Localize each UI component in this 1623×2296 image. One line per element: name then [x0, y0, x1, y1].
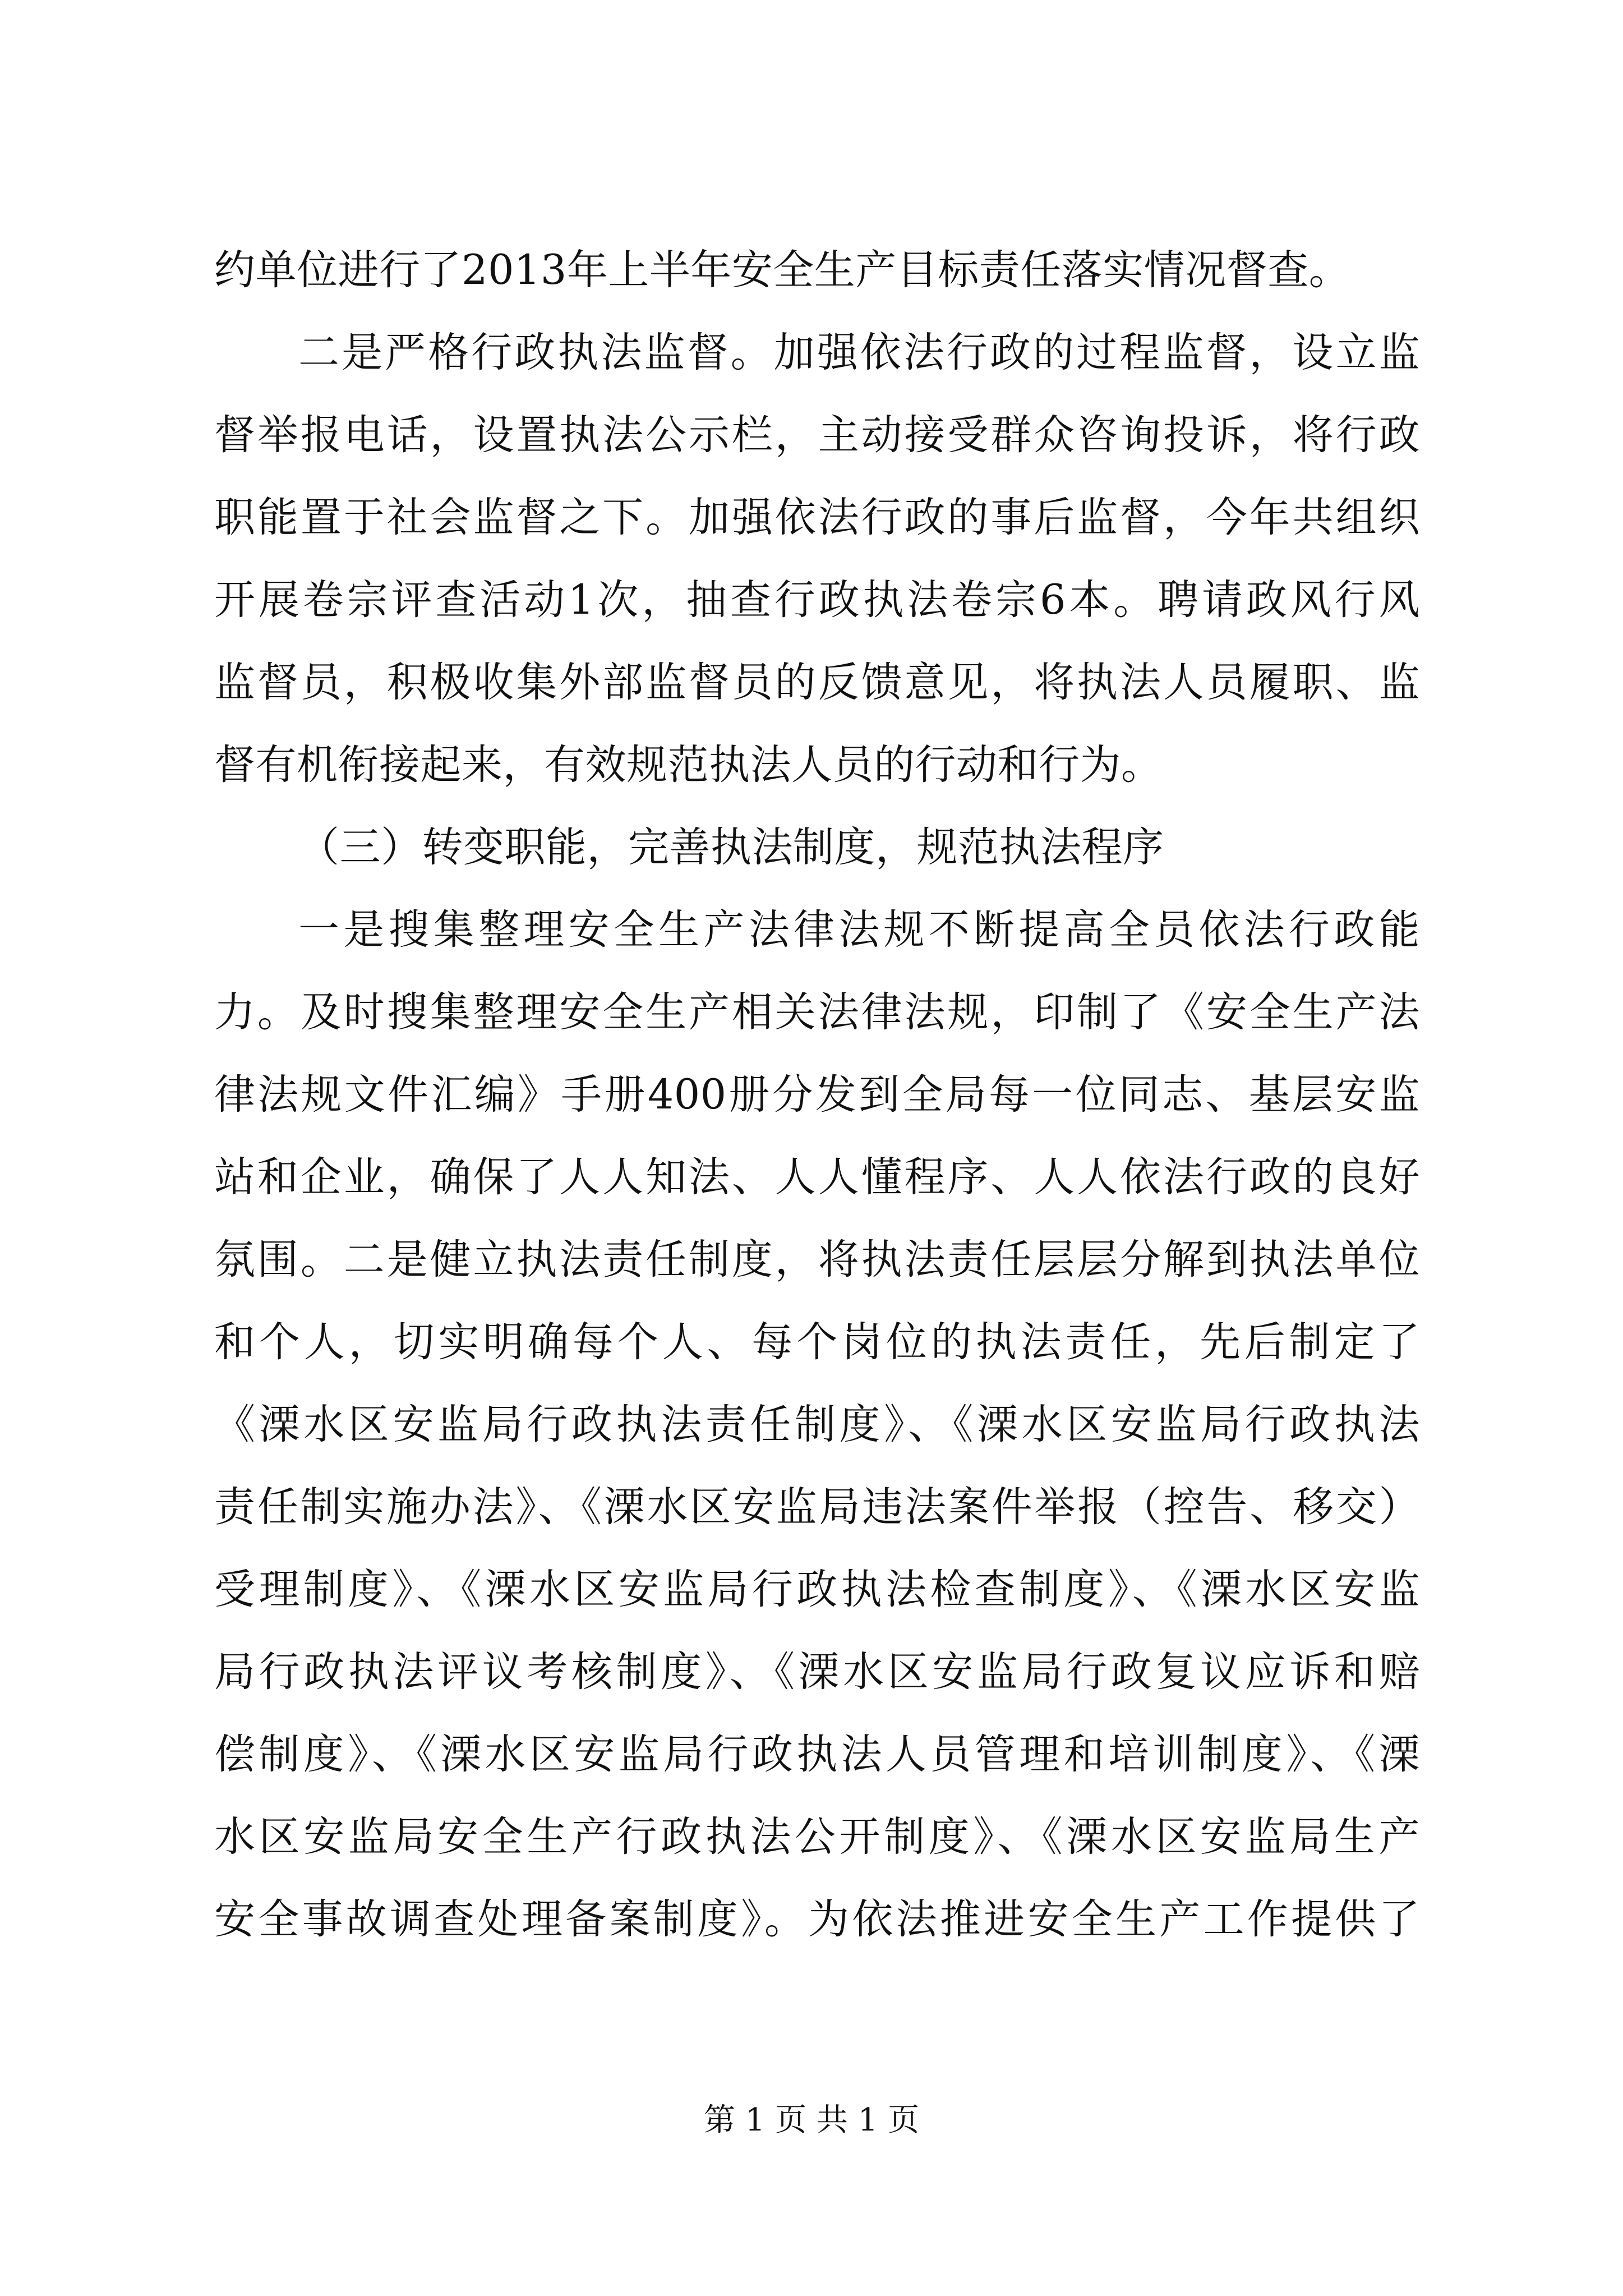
text-line-20: 水区安监局安全生产行政执法公开制度》、《溧水区安监局生产 — [214, 1813, 1420, 1861]
body-text — [214, 229, 1420, 1961]
text-line-11: 律法规文件汇编》手册400册分发到全局每一位同志、基层安监 — [214, 1071, 1420, 1119]
text-line-3: 督举报电话，设置执法公示栏，主动接受群众咨询投诉，将行政 — [214, 411, 1420, 459]
text-line-13: 氛围。二是健立执法责任制度，将执法责任层层分解到执法单位 — [214, 1236, 1420, 1283]
text-line-1: 约单位进行了2013年上半年安全生产目标责任落实情况督查。 — [214, 246, 1350, 294]
text-line-21: 安全事故调查处理备案制度》。为依法推进安全生产工作提供了 — [214, 1895, 1420, 1943]
text-line-17: 受理制度》、《溧水区安监局行政执法检查制度》、《溧水区安监 — [214, 1566, 1420, 1613]
text-line-14: 和个人，切实明确每个人、每个岗位的执法责任，先后制定了 — [214, 1318, 1420, 1366]
section-heading: （三）转变职能，完善执法制度，规范执法程序 — [298, 823, 1164, 871]
text-line-5: 开展卷宗评查活动1次，抽查行政执法卷宗6本。聘请政风行风 — [214, 576, 1420, 624]
page-footer — [0, 2098, 1623, 2143]
text-line-4: 职能置于社会监督之下。加强依法行政的事后监督，今年共组织 — [214, 494, 1420, 541]
text-line-2: 二是严格行政执法监督。加强依法行政的过程监督，设立监 — [298, 329, 1420, 376]
text-line-19: 偿制度》、《溧水区安监局行政执法人员管理和培训制度》、《溧 — [214, 1731, 1420, 1778]
text-line-15: 《溧水区安监局行政执法责任制度》、《溧水区安监局行政执法 — [214, 1401, 1420, 1448]
text-line-18: 局行政执法评议考核制度》、《溧水区安监局行政复议应诉和赔 — [214, 1648, 1420, 1696]
text-line-10: 力。及时搜集整理安全生产相关法律法规，印制了《安全生产法 — [214, 988, 1420, 1036]
text-line-6: 监督员，积极收集外部监督员的反馈意见，将执法人员履职、监 — [214, 659, 1420, 706]
text-line-16: 责任制实施办法》、《溧水区安监局违法案件举报（控告、移交） — [214, 1483, 1420, 1531]
text-line-7: 督有机衔接起来，有效规范执法人员的行动和行为。 — [214, 741, 1163, 789]
text-line-12: 站和企业，确保了人人知法、人人懂程序、人人依法行政的良好 — [214, 1153, 1420, 1201]
page-number-label: 第 1 页 共 1 页 — [703, 2102, 920, 2138]
text-line-9: 一是搜集整理安全生产法律法规不断提高全员依法行政能 — [298, 906, 1420, 954]
